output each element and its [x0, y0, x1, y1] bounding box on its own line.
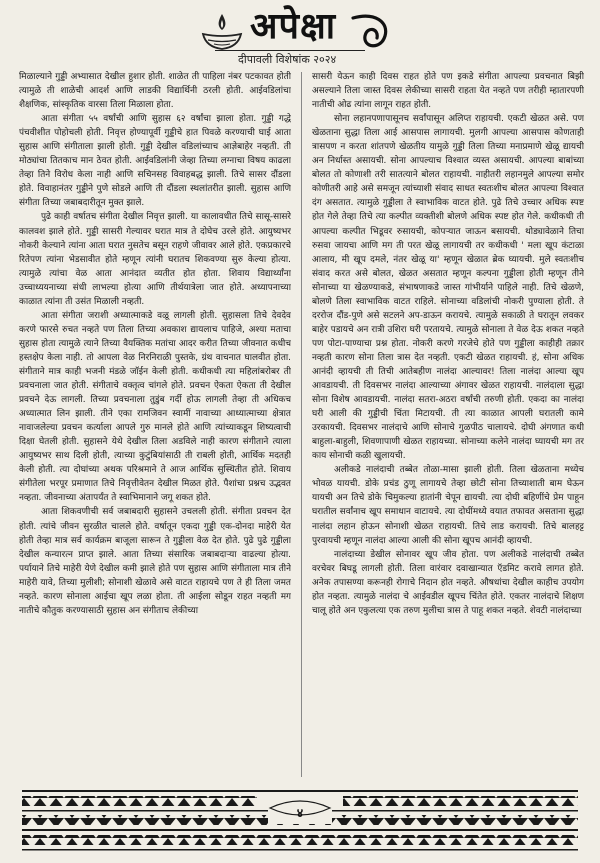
footer-border [0, 788, 600, 863]
paragraph: अलीकडे नालंदाची तब्बेत तोळा-मासा झाली होती. तिला खेळताना मध्येच भोवळ यायची. डोके प्रचंड ठुणू लागायचे तेव्हा छोटी सोना तिच्याशाती बाम घेऊन यायची अन तिचे डोके चिमुकल्या हातांनी चेपून द्यायची. त्या दोघी बहिणींचे प्रेम पाहून घरातील सर्वांनाच खूप समाधान वाटायचे. त्या दोघींमध्ये वयात तफावत असताना सुद्धा नालंदा लहान होऊन सोनाशी खेळत राहायची. तिचे लाड करायची. तिचे बालहट्ट पुरवायची म्हणून नालंदा आल्या आली की सोना खूपच आनंदी व्हायची. [312, 465, 584, 546]
left-column [19, 70, 291, 782]
right-column [312, 70, 584, 782]
masthead [0, 0, 600, 70]
paragraph: आता संगीता ५५ वर्षांची आणि सुहास ६२ वर्षांचा झाला होता. गुड्डी गद्धे पंचवीशीत पोहोचली होती. निवृत्त होण्यापूर्वी गुड्डीचे हात पिवळे करण्याची घाई आता सुहास आणि संगीताला झाली होती. गुड्डी देखील वडिलांच्याच आज्ञेबाहेर नव्हती. ती मोठ्यांचा तितकाच मान ठेवत होती. आईवडिलांनी जेव्हा तिच्या लग्नाचा विषय काढला तेव्हा तिने विरोध केला नाही आणि सचिनसह विवाहबद्ध झाली. तिचे सासर दौंडला होते. विवाहानंतर गुड्डीने पुणे सोडले आणि ती दौंडला स्थलांतरीत झाली. सुहास आणि संगीता तिच्या जबाबदारीतून मुक्त झाले. [19, 114, 291, 209]
page-number: ४ [296, 806, 304, 820]
paragraph: पुढे काही वर्षातच संगीता देखील निवृत्त झाली. या कालावधीत तिचे सासू-सासरे कालवश झाले होते. गुड्डी सासरी गेल्यावर घरात मात्र ते दोघेच उरले होते. आयुष्यभर नोकरी केल्याने त्यांना आता घरात नुसतेच बसून राहणे जीवावर आले होते. एकप्रकारचे रितेपण त्यांना भेडसावीत होते म्हणून त्यांनी घरातच शिकवण्या सुरु केल्या होत्या. त्यामुळे त्यांचा वेळ आता आनंदात व्यतीत होत होता. शिवाय विद्यार्थ्यांना उच्चाध्ययनाच्या संधी लाभल्या होत्या आणि तीर्थयात्रेला जात होते. अध्यापनाच्या काळात त्यांना ती उसंत मिळाली नव्हती. [19, 212, 291, 307]
paragraph: आता संगीता जराशी अध्यात्माकडे वळू लागली होती. सुहासला तिचे देवदेव करणे फारसे रुचत नव्हते पण तिला तिच्या अवकाश द्यायलाच पाहिजे, अश्या मताचा सुहास होता त्यामुळे त्याने तिच्या वैयक्तिक मतांचा आदर करीत तिच्या जीवनात कधीच हस्तक्षेप केला नाही. तो आपला वेळ निरनिराळी पुस्तके, ग्रंथ वाचनात घालवीत होता. संगीताने मात्र काही भजनी मंडळे जॉईन केली होती. कधीकधी त्या महिलांबरोबर ती प्रवचनाला जात होती. संगीताचे वक्तृत्व चांगले होते. प्रवचन ऐकता ऐकता ती देखील प्रवचने देऊ लागली. तिच्या प्रवचनाला तुडुंब गर्दी होऊ लागली तेव्हा ती अधिकच अध्यात्मात लिन झाली. तीने एका रामजिवन स्वामीं नावाच्या आध्यात्माच्या क्षेत्रात नावाजलेल्या प्रवचन कर्त्याला आपले गुरु मानले होते आणि त्यांच्याकडून शिष्यत्वाची दिक्षा घेतली होती. सुहासने येथे देखील तिला अडविले नाही कारण संगीताने त्याला आयुष्यभर साथ दिली होती, त्याच्या कुटुंबियांसाठी ती राबली होती, आर्थिक मदतही केली होती. त्या दोघांच्या अथक परिश्रमाने ते आज आर्थिक सुस्थितीत होते. शिवाय संगीतेला भरपूर प्रमाणात तिचे निवृत्तीवेतन देखील मिळत होते. पैशांचा प्रश्नच उद्भवत नव्हता. जीवनाच्या अंतापर्यंत ते स्वाभिमानाने जगू शकत होते. [19, 310, 291, 504]
column-divider [301, 72, 302, 777]
paragraph: मिळाल्याने गुड्डी अभ्यासात देखील हुशार होती. शाळेत ती पाहिला नंबर पटकावत होती त्यामुळे ती शाळेची आदर्श आणि लाडकी विद्यार्थिनी ठरली होती. आईवडिलांचा शैक्षणिक, सांस्कृतिक वारसा तिला मिळाला होता. [19, 72, 291, 111]
paragraph: सासरी येऊन काही दिवस राहत होते पण इकडे संगीता आपल्या प्रवचनात बिझी असल्याने तिला जास्त दिवस लेकीच्या सासरी राहता येत नव्हते पण तरीही म्हातारपणी नातीची ओढ त्यांना लागून राहत होती. [312, 72, 584, 111]
masthead-rule [215, 50, 365, 51]
paragraph: सोना लहानपणापासूनच सर्वांपासून अलिप्त राहायची. एकटी खेळत असे. पण खेळताना सुद्धा तिला आई आसपास लागायची. मुलगी आपल्या आसपास कोणताही त्रासपण न करता शांतपणे खेळतीय यामुळे गुड्डी तिला तिच्या मनाप्रमाणे खेळू द्यायची अन निर्धास्त असायची. सोना आपल्याच विश्वात व्यस्त असायची. आपल्या बाबांच्या बोलत तो कोणाशी तरी सातत्याने बोलत राहायची. नाहीतरी लहानमुले आपल्या समोर कोणीतरी आहे असे समजून त्यांच्याशी संवाद साधत स्वतःशीच बोलत आपल्या विश्वात दंग असतात. त्यामुळे गुड्डीला ते स्वाभाविक वाटत होते. पुढे तिचे उच्चार अधिक स्पष्ट होत गेले तेव्हा तिचे त्या कल्पीत व्यक्तीशी बोलणे अधिक स्पष्ट होत गेले. कधीकधी ती आपल्या कल्पीत भिडूवर रुसायची, कोपऱ्यात जाऊन बसायची. थोड्यावेळाने तिचा रुसवा जायचा आणि मग ती परत खेळू लागायची तर कधीकधी ' मला खूप कंटाळा आलाय, मी खूप दमले, नंतर खेळू या' म्हणून खेळात ब्रेक घ्यायची. मुले स्वतःशीच संवाद करत असे बोलत, खेळत असतात म्हणून कल्पना गुड्डीला होती म्हणून तीने सोनाच्या या खेळण्याकडे, संभाषणाकडे जास्त गांभीर्याने पाहिले नाही. तिचे खेळणे, बोलणे तिला स्वाभाविक वाटत राहिले. सोनाच्या वडिलांची नोकरी पुण्याला होती. ते दररोज दौंड-पुणे असे सटलने अप-डाऊन करायचे. त्यामुळे सकाळी ते घरातून लवकर बाहेर पडायचे अन रात्री उशिरा घरी परतायचे. त्यामुळे सोनाला ते वेळ देऊ शकत नव्हते पण पोटा-पाण्याचा प्रश्न होता. नोकरी करणे गरजेचे होते पण गुड्डीला काहीही तक्रार नव्हती कारण सोना तिला त्रास देत नव्हती. एकटी खेळत राहायची. हं, सोना अधिक आनंदी व्हायची ती तिची आतेबहीण नालंदा आल्यावर! तिला नालंदा आल्या खूप आवडायची. ती दिवसभर नालंदा आल्याच्या अंगावर खेळत राहायची. नालंदाला सुद्धा सोना विशेष आवडायची. नालंदा सतरा-अठरा वर्षांची तरुणी होती. एकदा का नालंदा घरी आली की गुड्डीची चिंता मिटायची. ती त्या काळात आपली घरातली कामे उरकायची. दिवसभर नालंदाचे आणि सोनाचे गुळपीठ चालायचे. दोघी अंगणात कधी बाहुला-बाहुली, शिवणापाणी खेळत राहायच्या. सोनाच्या कलेने नालंदा घ्यायची मग तर काय सोनाची कळी खुलायची. [312, 114, 584, 462]
paragraph: आता शिकवणीची सर्व जबाबदारी सुहासने उचलली होती. संगीता प्रवचन देत होती. त्यांचे जीवन सुरळीत चालले होते. वर्षातून एकदा गुड्डी एक-दोनदा माहेरी येत होती तेव्हा मात्र सर्व कार्यक्रम बाजूला सारून ते गुड्डीला वेळ देत होते. पुढे पुढे गुड्डीला देखील कन्यारत्न प्राप्त झाले. आता तिच्या संसारिक जबाबदाऱ्या वाढल्या होत्या. पर्यायाने तिचे माहेरी येणे देखील कमी झाले होते पण सुहास आणि संगीताला मात्र तीने माहेरी यावे, तिच्या मुलीशी; सोनाशी खेळावे असे वाटत राहायचे पण ते ही तिला जमत नव्हते. कारण सोनाला आईचा खूप लळा होता. ती आईला सोडून राहत नव्हती मग नातीचे कौतुक करण्यासाठी सुहास अन संगीताच लेकीच्या [19, 507, 291, 616]
masthead-subtitle: दीपावली विशेषांक २०२४ [238, 53, 337, 66]
paragraph: नालंदाच्या डेखील सोनावर खूप जीव होता. पण अलीकडे नालंदाची तब्बेत वरचेवर बिघडू लागली होती. तिला वारंवार दवाखान्यात ऍडमिट करावे लागत होते. अनेक तपासण्या करूनही रोगाचे निदान होत नव्हते. औषधांचा देखील काहीच उपयोग होत नव्हता. त्यामुळे नालंदा चे आईवडील खूपच चिंतेत होते. एकतर नालंदाचे शिक्षण चालू होते अन एकुलत्या एक तरुण मुलीचा त्रास ते पाहू शकत नव्हते. शेवटी नालंदाच्या [312, 549, 584, 616]
masthead-title: अपेक्षा [250, 5, 337, 47]
diya-lamp-icon [200, 12, 244, 52]
